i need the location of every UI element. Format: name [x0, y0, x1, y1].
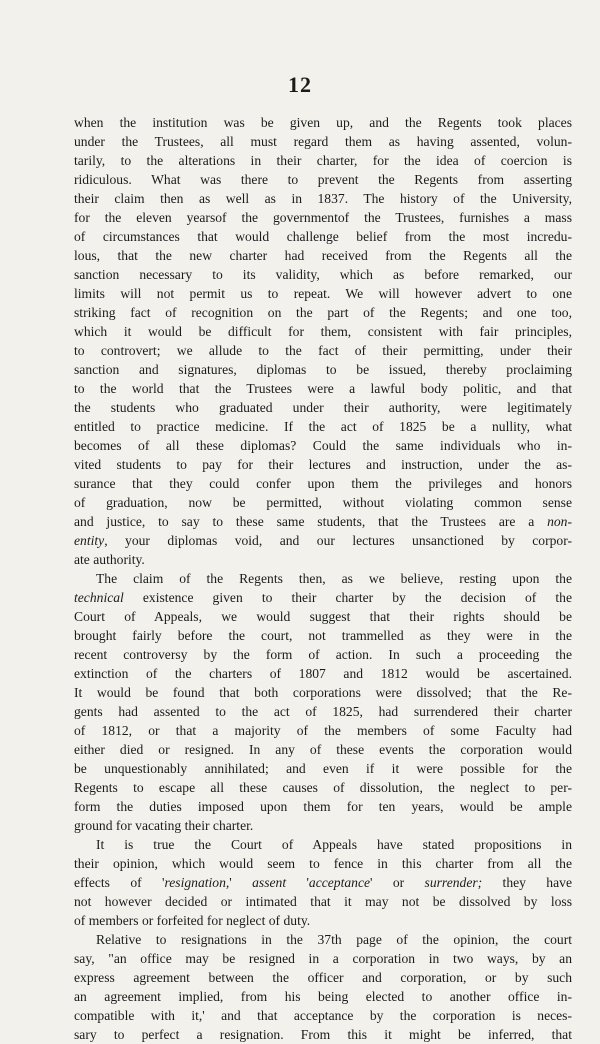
text-line: vited students to pay for their lectures and instruction, under the as- — [74, 457, 572, 472]
text-line: the students who graduated under their authority, were legitimately — [74, 400, 572, 415]
text-line: to controvert; we allude to the fact of their permitting, under their — [74, 343, 572, 358]
text-line: recent controversy by the form of action. In such a proceeding the — [74, 647, 572, 662]
text-line: of graduation, now be permitted, without violating common sense — [74, 495, 572, 510]
text-line: when the institution was be given up, and the Regents took places — [74, 115, 572, 130]
text-line: form the duties imposed upon them for ten years, would be ample — [74, 799, 572, 814]
text-line: The claim of the Regents then, as we believe, resting upon the — [96, 571, 572, 586]
text-line: be unquestionably annihilated; and even if it were possible for the — [74, 761, 572, 776]
text-line: entity, your diplomas void, and our lectures unsanctioned by corpor- — [74, 533, 572, 548]
text-line: to the world that the Trustees were a lawful body politic, and that — [74, 381, 572, 396]
text-line: of 1812, or that a majority of the members of some Faculty had — [74, 723, 572, 738]
text-line: technical existence given to their charter by the decision of the — [74, 590, 572, 605]
text-line: ground for vacating their charter. — [74, 818, 254, 833]
text-line: their claim then as well as in 1837. The history of the University, — [74, 191, 572, 206]
page-number: 12 — [288, 72, 312, 97]
text-line: an agreement implied, from his being elected to another office in- — [74, 989, 572, 1004]
body-text — [74, 113, 572, 1044]
text-line: compatible with it,' and that acceptance by the corporation is neces- — [74, 1008, 572, 1023]
text-line: tarily, to the alterations in their charter, for the idea of coercion is — [74, 153, 572, 168]
text-line: limits will not permit us to repeat. We will however advert to one — [74, 286, 572, 301]
text-line: Court of Appeals, we would suggest that their rights should be — [74, 609, 572, 624]
text-line: ridiculous. What was there to prevent the Regents from asserting — [74, 172, 572, 187]
text-line: either died or resigned. In any of these events the corporation would — [74, 742, 572, 757]
text-line: sary to perfect a resignation. From this it might be inferred, that — [74, 1027, 572, 1042]
text-line: not however decided or intimated that it may not be dissolved by loss — [74, 894, 572, 909]
text-line: express agreement between the officer and corporation, or by such — [74, 970, 572, 985]
text-line: under the Trustees, all must regard them as having assented, volun- — [74, 134, 572, 149]
text-line: for the eleven yearsof the governmentof the Trustees, furnishes a mass — [74, 210, 572, 225]
text-line: Regents to escape all these causes of dissolution, the neglect to per- — [74, 780, 572, 795]
text-line: striking fact of recognition on the part of the Regents; and one too, — [74, 305, 572, 320]
text-line: their opinion, which would seem to fence in this charter from all the — [74, 856, 572, 871]
text-line: surance that they could confer upon them the privileges and honors — [74, 476, 572, 491]
text-line: and justice, to say to these same students, that the Trustees are a non- — [74, 514, 572, 529]
text-line: which it would be difficult for them, consistent with fair principles, — [74, 324, 572, 339]
text-line: entitled to practice medicine. If the act of 1825 be a nullity, what — [74, 419, 572, 434]
text-line: It would be found that both corporations were dissolved; that the Re- — [74, 685, 572, 700]
text-line: lous, that the new charter had received from the Regents all the — [74, 248, 572, 263]
text-line: Relative to resignations in the 37th page of the opinion, the court — [96, 932, 572, 947]
text-line: effects of 'resignation,' assent 'acceptance' or surrender; they have — [74, 875, 572, 890]
text-line: becomes of all these diplomas? Could the same individuals who in- — [74, 438, 572, 453]
text-line: of members or forfeited for neglect of duty. — [74, 913, 311, 928]
text-line: say, "an office may be resigned in a corporation in two ways, by an — [74, 951, 572, 966]
text-line: extinction of the charters of 1807 and 1812 would be ascertained. — [74, 666, 572, 681]
text-line: gents had assented to the act of 1825, had surrendered their charter — [74, 704, 572, 719]
text-line: ate authority. — [74, 552, 145, 567]
text-line: sanction and signatures, diplomas to be issued, thereby proclaiming — [74, 362, 572, 377]
text-line: of circumstances that would challenge belief from the most incredu- — [74, 229, 572, 244]
text-line: It is true the Court of Appeals have stated propositions in — [96, 837, 572, 852]
text-line: brought fairly before the court, not trammelled as they were in the — [74, 628, 572, 643]
text-line: sanction necessary to its validity, which as before remarked, our — [74, 267, 572, 282]
